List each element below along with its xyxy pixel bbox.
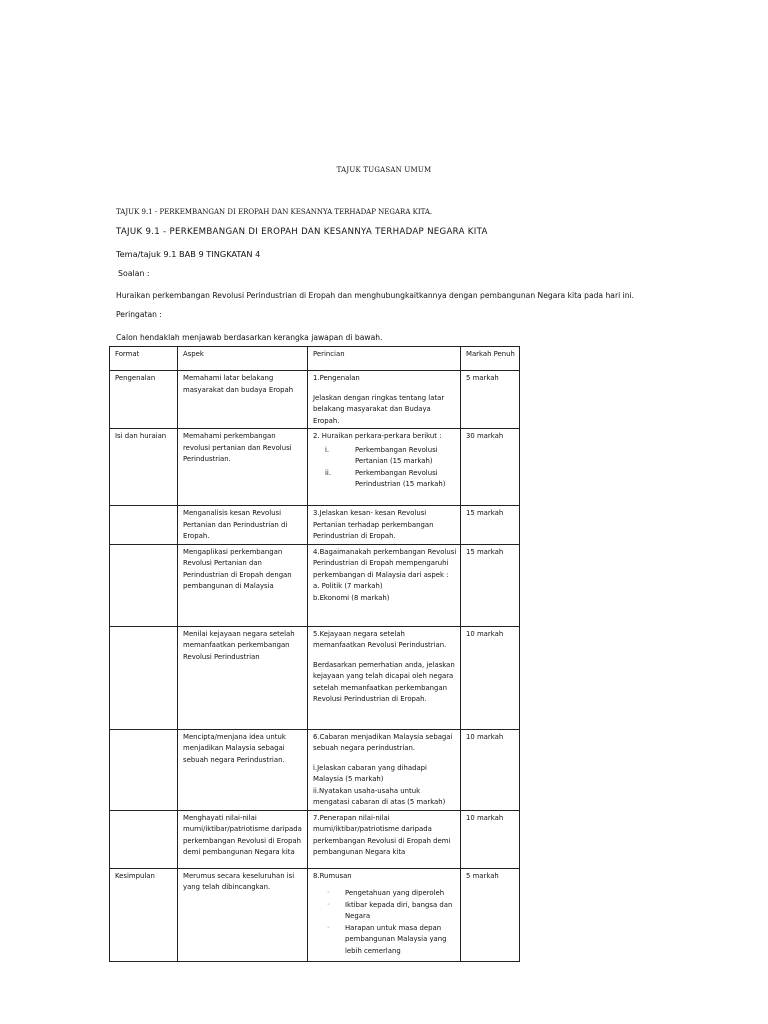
list-item xyxy=(313,888,457,900)
perincian-heading: 1.Pengenalan xyxy=(313,374,360,382)
format-cell xyxy=(110,810,178,868)
perincian-heading: 6.Cabaran menjadikan Malaysia sebagai sebuah negara perindustrian. xyxy=(313,732,453,752)
list-text: Harapan untuk masa depan pembangunan Malaysia yang lebih cemerlang xyxy=(345,923,447,955)
aspek-cell: Menghayati nilai-nilai murni/iktibar/patriotisme daripada perkembangan Revolusi di Eropah demi pembangunan Negara kita xyxy=(178,810,308,868)
list-item xyxy=(313,923,457,958)
aspek-cell: Menilai kejayaan negara setelah memanfaatkan perkembangan Revolusi Perindustrian xyxy=(178,626,308,729)
markah-cell: 10 markah xyxy=(461,626,520,729)
format-cell xyxy=(110,506,178,545)
perincian-cell: 7.Penerapan nilai-nilai murni/iktibar/patriotisme daripada perkembangan Revolusi di Eropah demi pembangunan Negara kita xyxy=(308,810,461,868)
bullet-icon: ◦ xyxy=(327,924,330,931)
perincian-cell xyxy=(308,729,461,810)
table-row xyxy=(110,868,520,961)
table-row xyxy=(110,506,520,545)
perincian-cell xyxy=(308,868,461,961)
instruction-text: Calon hendaklah menjawab berdasarkan kerangka jawapan di bawah. xyxy=(116,333,383,342)
table-row xyxy=(110,810,520,868)
format-cell: Kesimpulan xyxy=(110,868,178,961)
perincian-cell xyxy=(308,544,461,626)
perincian-heading: 5.Kejayaan negara setelah memanfaatkan Revolusi Perindustrian. xyxy=(313,629,447,649)
table-row xyxy=(110,371,520,429)
perincian-heading: 4.Bagaimanakah perkembangan Revolusi Perindustrian di Eropah mempengaruhi perkembangan di Malaysia dari aspek : xyxy=(313,547,457,579)
topic-title: TAJUK 9.1 - PERKEMBANGAN DI EROPAH DAN KESANNYA TERHADAP NEGARA KITA xyxy=(116,227,488,237)
bullet-list xyxy=(313,888,457,957)
aspek-cell: Memahami latar belakang masyarakat dan budaya Eropah xyxy=(178,371,308,429)
list-item xyxy=(313,468,457,491)
format-cell: Isi dan huraian xyxy=(110,429,178,506)
list-item xyxy=(313,445,457,468)
perincian-cell xyxy=(308,371,461,429)
aspek-cell: Mengaplikasi perkembangan Revolusi Pertanian dan Perindustrian di Eropah dengan pembangunan di Malaysia xyxy=(178,544,308,626)
table-row xyxy=(110,729,520,810)
aspek-cell: Memahami perkembangan revolusi pertanian dan Revolusi Perindustrian. xyxy=(178,429,308,506)
bullet-icon: ◦ xyxy=(327,901,330,908)
header-aspek: Aspek xyxy=(178,347,308,371)
perincian-cell: 3.Jelaskan kesan- kesan Revolusi Pertanian terhadap perkembangan Perindustrian di Eropah. xyxy=(308,506,461,545)
perincian-heading: 8.Rumusan xyxy=(313,871,352,880)
format-cell xyxy=(110,729,178,810)
header-perincian: Perincian xyxy=(308,347,461,371)
list-number: i. xyxy=(325,445,330,454)
question-label: Soalan : xyxy=(118,269,150,278)
perincian-line: i.Jelaskan cabaran yang dihadapi Malaysia (5 markah) xyxy=(313,763,427,783)
list-text: Iktibar kepada diri, bangsa dan Negara xyxy=(345,900,453,920)
aspek-cell: Mencipta/menjana idea untuk menjadikan Malaysia sebagai sebuah negara Perindustrian. xyxy=(178,729,308,810)
markah-cell: 10 markah xyxy=(461,729,520,810)
format-cell: Pengenalan xyxy=(110,371,178,429)
table-row xyxy=(110,429,520,506)
aspek-cell: Merumus secara keseluruhan isi yang telah dibincangkan. xyxy=(178,868,308,961)
perincian-line: a. Politik (7 markah) xyxy=(313,582,383,590)
list-item xyxy=(313,900,457,923)
table-row xyxy=(110,544,520,626)
reminder-label: Peringatan : xyxy=(116,310,162,319)
aspek-cell: Menganalisis kesan Revolusi Pertanian dan Perindustrian di Eropah. xyxy=(178,506,308,545)
perincian-cell xyxy=(308,626,461,729)
rubric-table xyxy=(109,346,520,962)
markah-cell: 5 markah xyxy=(461,868,520,961)
list-text: Perkembangan Revolusi Perindustrian (15 markah) xyxy=(355,468,446,488)
question-text: Huraikan perkembangan Revolusi Perindustrian di Eropah dan menghubungkaitkannya dengan pembangunan Negara kita pada hari ini. xyxy=(116,291,635,300)
markah-cell: 15 markah xyxy=(461,544,520,626)
perincian-line: ii.Nyatakan usaha-usaha untuk mengatasi cabaran di atas (5 markah) xyxy=(313,786,446,806)
sub-list xyxy=(313,445,457,491)
markah-cell: 5 markah xyxy=(461,371,520,429)
markah-cell: 15 markah xyxy=(461,506,520,545)
list-text: Perkembangan Revolusi Pertanian (15 markah) xyxy=(355,445,438,465)
list-text: Pengetahuan yang diperoleh xyxy=(345,889,445,897)
table-row xyxy=(110,626,520,729)
bullet-icon: ◦ xyxy=(327,890,330,896)
list-number: ii. xyxy=(325,468,332,477)
perincian-detail: Jelaskan dengan ringkas tentang latar belakang masyarakat dan Budaya Eropah. xyxy=(313,393,445,425)
header-markah: Markah Penuh xyxy=(461,347,520,371)
perincian-cell xyxy=(308,429,461,506)
header-format: Format xyxy=(110,347,178,371)
perincian-heading: 2. Huraikan perkara-perkara berikut : xyxy=(313,432,442,440)
format-cell xyxy=(110,544,178,626)
perincian-detail: Berdasarkan pemerhatian anda, jelaskan kejayaan yang telah dicapai oleh negara setelah memanfaatkan perkembangan Revolusi Perindustrian di Eropah. xyxy=(313,660,455,703)
table-header-row xyxy=(110,347,520,371)
perincian-line: b.Ekonomi (8 markah) xyxy=(313,593,390,602)
markah-cell: 10 markah xyxy=(461,810,520,868)
format-cell xyxy=(110,626,178,729)
theme-line: Tema/tajuk 9.1 BAB 9 TINGKATAN 4 xyxy=(116,249,261,259)
topic-title-serif: TAJUK 9.1 - PERKEMBANGAN DI EROPAH DAN KESANNYA TERHADAP NEGARA KITA. xyxy=(116,208,433,216)
document-title: TAJUK TUGASAN UMUM xyxy=(336,166,432,174)
markah-cell: 30 markah xyxy=(461,429,520,506)
